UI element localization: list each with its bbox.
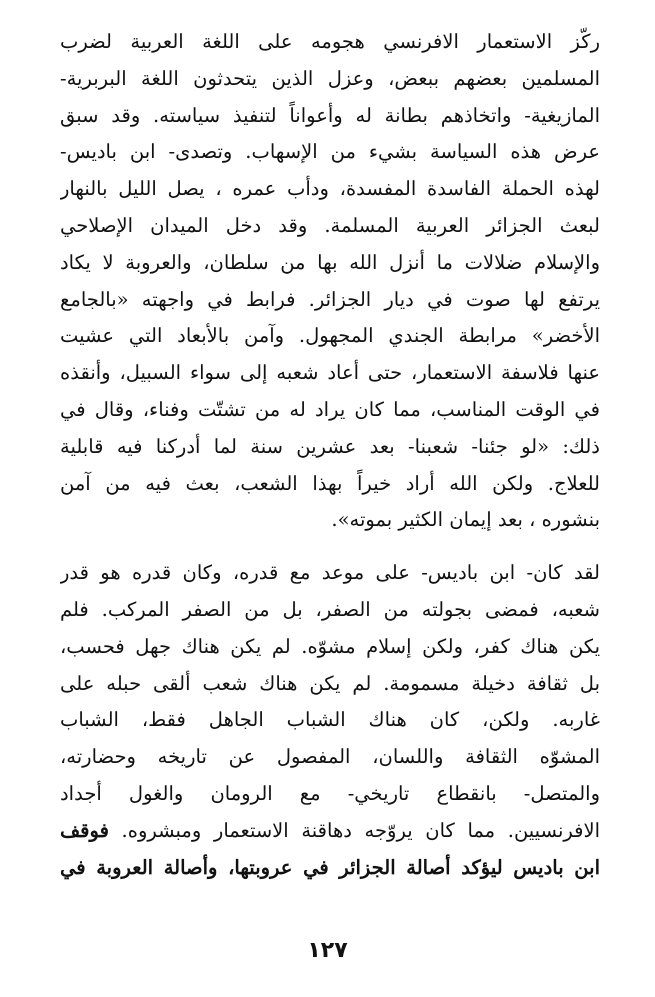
text-line: للعلاج. ولكن الله أراد خيراً بهذا الشعب، بعث فيه من آمن	[60, 471, 600, 495]
book-page	[60, 24, 600, 997]
bold-text-segment: فوقف	[60, 818, 109, 842]
text-line: يكن هناك كفر، ولكن إسلام مشوّه. لم يكن هناك جهل فحسب،	[60, 634, 600, 658]
text-line: والمتصل- بانقطاع تاريخي- مع الرومان والغول أجداد	[60, 781, 600, 805]
text-line: لهذه الحملة الفاسدة المفسدة، ودأب عمره ، يصل الليل بالنهار	[60, 177, 600, 201]
text-line: المسلمين بعضهم ببعض، وعزل الذين يتحدثون اللغة البربرية-	[60, 66, 600, 90]
text-line: الأخضر» مرابطة الجندي المجهول. وآمن بالأبعاد التي عشيت	[60, 324, 600, 348]
text-line: غاربه. ولكن، كان هناك الشباب الجاهل فقط، الشباب	[60, 708, 600, 732]
text-line: المشوّه الثقافة واللسان، المفصول عن تاريخه وحضارته،	[60, 745, 600, 769]
text-line: عنها فلاسفة الاستعمار، حتى أعاد شعبه إلى سواء السبيل، وأنقذه	[60, 361, 600, 385]
paragraph-2	[60, 555, 600, 886]
text-line: عرض هذه السياسة بشيء من الإسهاب. وتصدى- ابن باديس-	[60, 140, 600, 164]
text-line: ركّز الاستعمار الافرنسي هجومه على اللغة العربية لضرب	[60, 30, 600, 53]
text-line: لبعث الجزائر العربية المسلمة. وقد دخل الميدان الإصلاحي	[60, 213, 600, 237]
text-line: في الوقت المناسب، مما كان يراد له من تشتّت وفناء، وقال في	[60, 397, 600, 421]
page-number: ١٢٧	[307, 938, 348, 963]
text-line-mixed	[60, 813, 600, 850]
text-line: يرتفع لها صوت في ديار الجزائر. فرابط في واجهته «بالجامع	[60, 287, 600, 311]
paragraph-1	[60, 24, 600, 539]
text-line: شعبه، فمضى بجولته من الصفر، بل من الصفر المركب. فلم	[60, 597, 600, 621]
bold-text-line: ابن باديس ليؤكد أصالة الجزائر في عروبتها، وأصالة العروبة في	[60, 855, 600, 879]
text-line: بل ثقافة دخيلة مسمومة. لم يكن هناك شعب ألقى حبله على	[60, 671, 600, 695]
text-line: والإسلام ضلالات ما أنزل الله بها من سلطان، والعروبة لا يكاد	[60, 250, 600, 274]
text-line: ذلك: «لو جئنا- شعبنا- بعد عشرين سنة لما أدركنا فيه قابلية	[60, 434, 600, 458]
text-line: بنشوره ، بعد إيمان الكثير بموته».	[331, 508, 600, 532]
text-line: لقد كان- ابن باديس- على موعد مع قدره، وكان قدره هو قدر	[60, 561, 600, 585]
text-line: المازيغية- واتخاذهم بطانة له وأعواناً لتنفيذ سياسته. وقد سبق	[60, 103, 600, 127]
text-segment: الافرنسيين. مما كان يروّجه دهاقنة الاستعمار ومبشروه.	[121, 818, 600, 842]
